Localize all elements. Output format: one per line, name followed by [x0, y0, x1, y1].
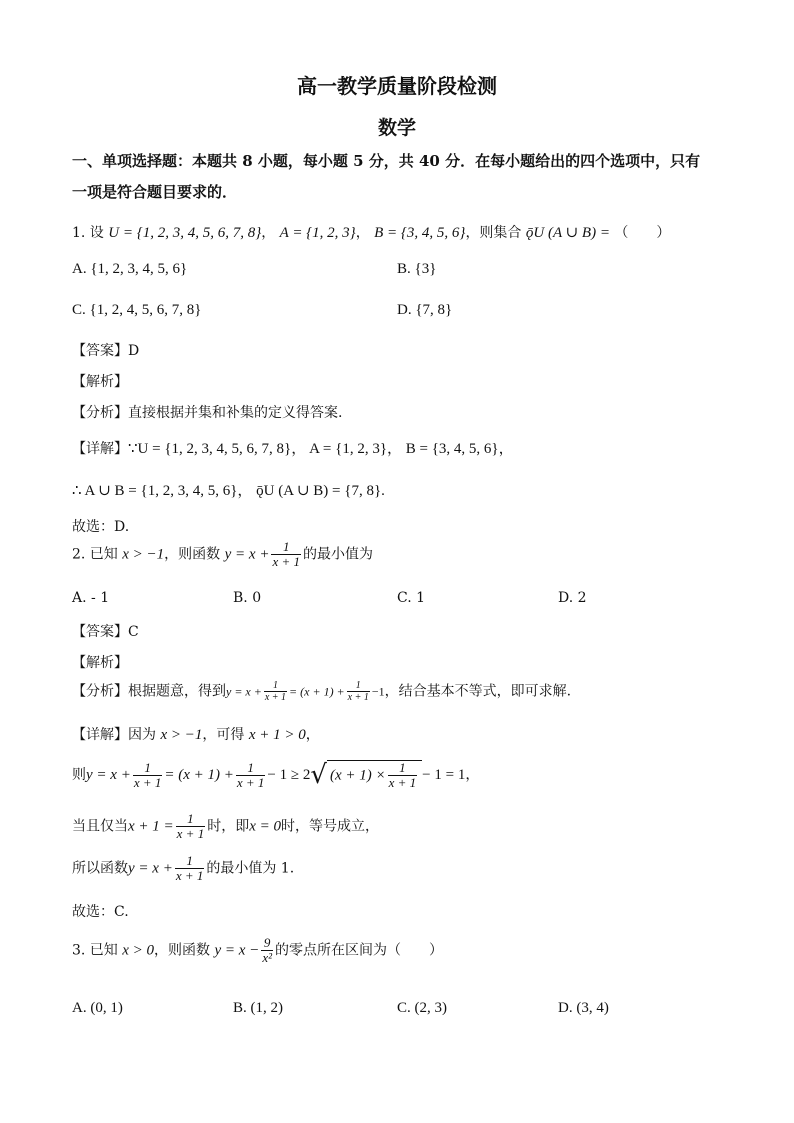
q1-set-b: B = {3, 4, 5, 6}	[374, 225, 466, 241]
q1-option-c: C. {1, 2, 4, 5, 6, 7, 8}	[72, 302, 202, 318]
q2-option-b: B. 0	[233, 590, 262, 606]
answer-tag: 【答案】	[72, 343, 128, 359]
xj1-a: 因为	[128, 727, 156, 743]
fenxi-fraction-2: $\frac{1}{x + 1}$	[347, 680, 369, 703]
xj3-e: x + 1 =	[128, 818, 174, 835]
xj4-b: 的最小值为 1.	[206, 860, 295, 877]
xj2-a: 则	[72, 767, 86, 783]
question-2-stem	[72, 540, 373, 569]
q3-condition: x > 0	[122, 942, 155, 959]
fenxi-expr-a: y = x +	[226, 684, 262, 699]
section-heading-line1: 一、单项选择题：本题共 8 小题，每小题 5 分，共 40 分．在每小题给出的四个选项中，只有	[72, 152, 701, 170]
xj4-e: y = x +	[128, 860, 173, 877]
xj3-a: 当且仅当	[72, 818, 128, 835]
q1-expression: ǭU (A ∪ B) =	[525, 225, 610, 241]
q2-fenxi	[72, 680, 571, 703]
xj1-cond: x > −1	[160, 727, 203, 743]
q1-set-a: A = {1, 2, 3}	[279, 225, 356, 241]
q3-mid: ，则函数	[154, 942, 211, 959]
q1-option-b: B. {3}	[397, 261, 437, 277]
xj2-e4: − 1 = 1	[422, 767, 466, 783]
q2-condition: x > −1	[122, 546, 165, 563]
fenxi-text: 直接根据并集和补集的定义得答案.	[128, 405, 343, 421]
q1-mid: ，则集合	[465, 225, 522, 241]
page-title: 高一教学质量阶段检测	[297, 74, 497, 98]
xiangjie-line1: ∵U = {1, 2, 3, 4, 5, 6, 7, 8}， A = {1, 2, 3}， B = {3, 4, 5, 6}，	[128, 441, 514, 457]
xj3-e2: x = 0	[249, 818, 281, 835]
xj4-fraction: $\frac{1}{x + 1}$	[175, 853, 204, 883]
q1-set-u: U = {1, 2, 3, 4, 5, 6, 7, 8}	[108, 225, 262, 241]
q1-choose: 故选：D.	[72, 519, 130, 535]
q3-option-c: C. (2, 3)	[397, 1000, 447, 1016]
question-1-stem: 1. 设 U = {1, 2, 3, 4, 5, 6, 7, 8}， A = {1, 2, 3}， B = {3, 4, 5, 6}，则集合 ǭU (A ∪ B) = （ ）	[72, 225, 671, 241]
answer-value: C	[128, 624, 139, 640]
q2-answer	[72, 621, 139, 641]
xj2-e1: y = x +	[86, 767, 131, 783]
answer-tag: 【答案】	[72, 624, 128, 640]
xj4-a: 所以函数	[72, 860, 128, 877]
xj3-fraction: $\frac{1}{x + 1}$	[176, 811, 205, 841]
q1-analysis-tag: 【解析】	[72, 374, 128, 390]
xj2-e3: − 1 ≥ 2	[267, 767, 311, 783]
q2-prefix: 2. 已知	[72, 546, 118, 563]
answer-value: D	[128, 343, 140, 359]
q3-prefix: 3. 已知	[72, 942, 118, 959]
q2-choose: 故选：C.	[72, 904, 129, 920]
q3-function: y = x −	[214, 942, 260, 959]
q2-function: y = x +	[224, 546, 270, 563]
fenxi-tag: 【分析】	[72, 683, 128, 700]
q1-fenxi	[72, 402, 342, 422]
q3-fraction: $\frac{9}{\text{x²}}$	[262, 935, 272, 965]
q3-option-a: A. (0, 1)	[72, 1000, 123, 1016]
q1-option-a: A. {1, 2, 3, 4, 5, 6}	[72, 261, 188, 277]
xiangjie-tag: 【详解】	[72, 727, 128, 743]
fenxi-expr-c: −1	[371, 684, 385, 699]
q1-prefix: 1. 设	[72, 225, 104, 241]
xj1-b: ，可得	[202, 727, 245, 743]
q2-analysis-tag: 【解析】	[72, 655, 128, 671]
q1-answer	[72, 340, 139, 360]
fenxi-text-a: 根据题意，得到	[128, 683, 226, 700]
fenxi-tag: 【分析】	[72, 405, 128, 421]
q2-xiangjie	[72, 724, 320, 744]
question-3-stem	[72, 936, 443, 965]
q3-option-b: B. (1, 2)	[233, 1000, 283, 1016]
q2-suffix: 的最小值为	[302, 546, 373, 563]
xj2-fraction-2: $\frac{1}{x + 1}$	[236, 759, 265, 790]
xj2-fraction-1: $\frac{1}{x + 1}$	[133, 759, 162, 790]
q2-mid: ，则函数	[164, 546, 221, 563]
q2-xiangjie-line3	[72, 812, 379, 841]
xj3-b: 时，即	[207, 818, 250, 835]
sqrt-content: (x + 1) × $\frac{1}{x + 1}$	[327, 760, 422, 790]
q2-xiangjie-line4	[72, 854, 294, 883]
q2-option-d: D. 2	[558, 590, 587, 606]
q2-option-a: A. - 1	[72, 590, 110, 606]
fenxi-expr-b: = (x + 1) +	[289, 684, 345, 699]
section-heading-line2: 一项是符合题目要求的．	[72, 183, 238, 201]
xj3-c: 时，等号成立，	[280, 818, 379, 835]
q1-xiangjie	[72, 437, 514, 458]
q3-suffix: 的零点所在区间为（ ）	[274, 942, 443, 959]
fenxi-text-b: ，结合基本不等式，即可求解.	[384, 683, 572, 700]
xj1-c: ，	[305, 727, 320, 743]
q2-fraction: $\frac{1}{x + 1}$	[272, 539, 300, 569]
fenxi-fraction-1: $\frac{1}{x + 1}$	[264, 680, 287, 703]
q2-xiangjie-line2	[72, 760, 479, 790]
sqrt-sign-icon: √	[310, 760, 327, 790]
xiangjie-tag: 【详解】	[72, 441, 128, 457]
q1-xiangjie-line2: ∴ A ∪ B = {1, 2, 3, 4, 5, 6}， ǭU (A ∪ B) = {7, 8}.	[72, 483, 385, 499]
subject-title: 数学	[377, 117, 416, 139]
xj2-end: ，	[465, 767, 480, 783]
xj2-e2: = (x + 1) +	[164, 767, 234, 783]
q3-option-d: D. (3, 4)	[558, 1000, 609, 1016]
q2-option-c: C. 1	[397, 590, 426, 606]
q1-option-d: D. {7, 8}	[397, 302, 453, 318]
q1-paren: （ ）	[614, 225, 671, 241]
xj1-cond2: x + 1 > 0	[248, 727, 306, 743]
